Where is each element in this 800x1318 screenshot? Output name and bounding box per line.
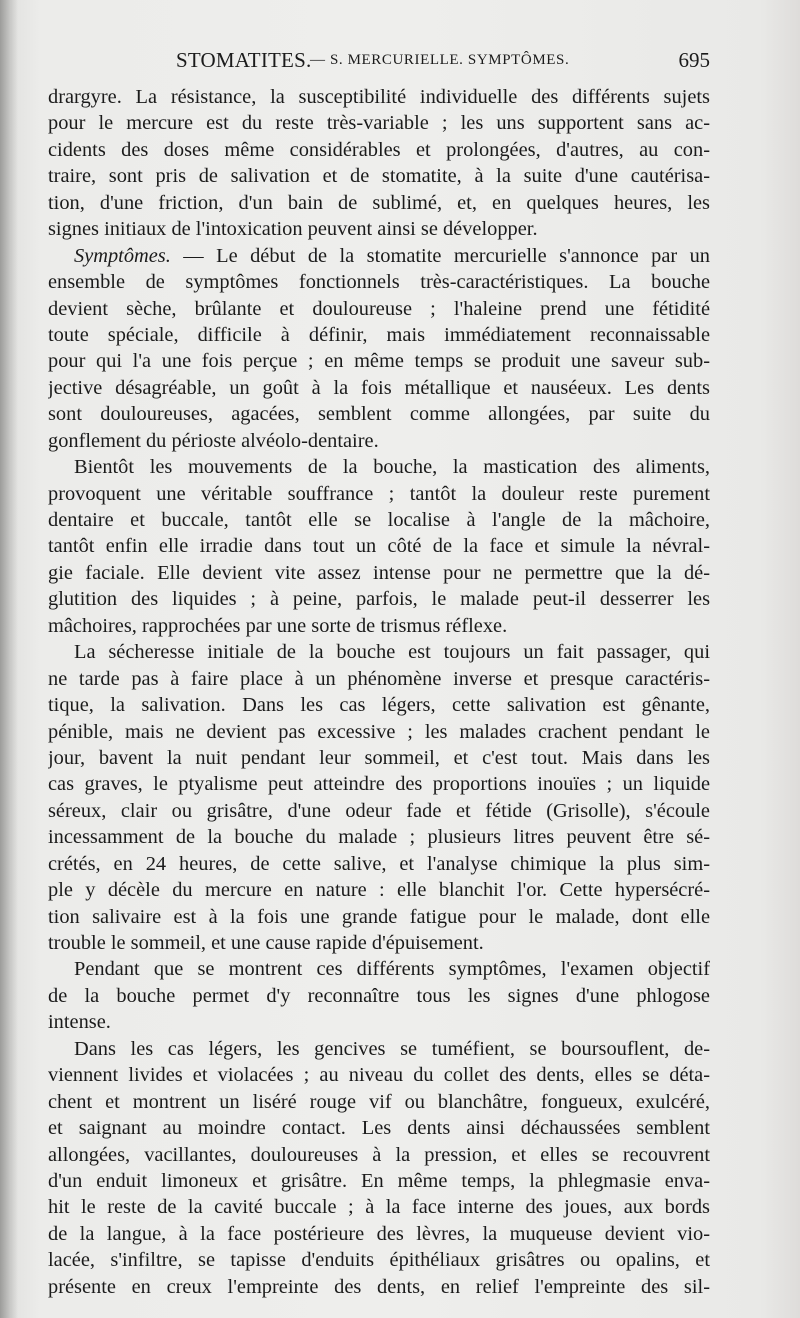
text-line: tion salivaire est à la fois une grande fatigue pour le malade, dont elle (48, 905, 710, 928)
text-line: ne tarde pas à faire place à un phénomène inverse et presque caractéris- (48, 667, 710, 690)
text-line: intense. (48, 1011, 111, 1034)
text-line: tique, la salivation. Dans les cas légers, cette salivation est gênante, (48, 694, 710, 717)
text-line: dentaire et buccale, tantôt elle se localise à l'angle de la mâchoire, (48, 509, 710, 531)
text-line: chent et montrent un liséré rouge vif ou blanchâtre, fongueux, exulcéré, (48, 1090, 710, 1113)
text-line: gonflement du périoste alvéolo-dentaire. (48, 429, 379, 452)
text-line: Dans les cas légers, les gencives se tuméfient, se boursouflent, de- (74, 1037, 710, 1060)
text-line: viennent livides et violacées ; au niveau du collet des dents, elles se déta- (48, 1064, 710, 1087)
paragraph (48, 243, 710, 455)
text-line: toute spéciale, difficile à définir, mais immédiatement reconnaissable (48, 323, 710, 346)
text-line: incessamment de la bouche du malade ; plusieurs litres peuvent être sé- (48, 826, 710, 849)
text-line: La sécheresse initiale de la bouche est toujours un fait passager, qui (74, 641, 710, 664)
text-line: devient sèche, brûlante et douloureuse ; l'haleine prend une fétidité (48, 297, 710, 320)
text-line: tion, d'une friction, d'un bain de sublimé, et, en quelques heures, les (48, 191, 710, 214)
text-line: mâchoires, rapprochées par une sorte de trismus réflexe. (48, 614, 508, 637)
text-line: lacée, s'infiltre, se tapisse d'enduits épithéliaux grisâtres ou opalins, et (48, 1249, 710, 1272)
paragraph (48, 84, 710, 243)
text-line: allongées, vacillantes, douloureuses à la pression, et elles se recouvrent (48, 1143, 710, 1166)
text-line: pour le mercure est du reste très-variable ; les uns supportent sans ac- (48, 112, 710, 135)
text-line: et saignant au moindre contact. Les dents ainsi déchaussées semblent (48, 1117, 710, 1140)
text-line: trouble le sommeil, et une cause rapide d'épuisement. (48, 932, 484, 954)
text-line: provoquent une véritable souffrance ; tantôt la douleur reste purement (48, 482, 710, 505)
binding-gutter (0, 0, 18, 1318)
text-line: cas graves, le ptyalisme peut atteindre des proportions inouïes ; un liquide (48, 773, 710, 796)
paragraph (48, 1036, 710, 1300)
text-line: glutition des liquides ; à peine, parfois, le malade peut-il desserrer les (48, 588, 710, 611)
running-title: STOMATITES. (176, 48, 312, 72)
body-text (48, 84, 710, 1300)
text-line: de la bouche permet d'y reconnaître tous les signes d'une phlogose (48, 984, 710, 1007)
text-line: séreux, clair ou grisâtre, d'une odeur fade et fétide (Grisolle), s'écoule (48, 799, 710, 822)
paragraph (48, 956, 710, 1035)
text-line: pour qui l'a une fois perçue ; en même temps se produit une saveur sub- (48, 350, 710, 373)
text-line: ensemble de symptômes fonctionnels très-caractéristiques. La bouche (48, 271, 710, 294)
text-line: Bientôt les mouvements de la bouche, la mastication des aliments, (74, 456, 710, 479)
text-line: traire, sont pris de salivation et de stomatite, à la suite d'une cautérisa- (48, 165, 710, 188)
text-line: crétés, en 24 heures, de cette salive, et l'analyse chimique la plus sim- (48, 852, 710, 875)
text-line: gie faciale. Elle devient vite assez intense pour ne permettre que la dé- (48, 561, 710, 584)
text-line: hit le reste de la cavité buccale ; à la face interne des joues, aux bords (48, 1196, 710, 1219)
running-header (48, 45, 710, 75)
text-line: présente en creux l'empreinte des dents, en relief l'empreinte des sil- (48, 1275, 710, 1298)
running-subtitle: — S. MERCURIELLE. SYMPTÔMES. (310, 52, 570, 68)
paragraph (48, 639, 710, 956)
text-line: Pendant que se montrent ces différents symptômes, l'examen objectif (74, 958, 710, 981)
text-span: — Le début de la stomatite mercurielle s'annonce par un (183, 244, 710, 267)
text-line: de la langue, à la face postérieure des lèvres, la muqueuse devient vio- (48, 1222, 710, 1245)
text-line: cidents des doses même considérables et prolongées, d'autres, au con- (48, 138, 710, 161)
section-lead: Symptômes. (74, 244, 171, 267)
text-line: ple y décèle du mercure en nature : elle blanchit l'or. Cette hypersécré- (48, 879, 710, 902)
text-line: signes initiaux de l'intoxication peuvent ainsi se développer. (48, 218, 538, 241)
text-line: jour, bavent la nuit pendant leur sommeil, et c'est tout. Mais dans les (48, 746, 710, 769)
text-line: sont douloureuses, agacées, semblent comme allongées, par suite du (48, 403, 710, 426)
text-line: d'un enduit limoneux et grisâtre. En même temps, la phlegmasie enva- (48, 1169, 710, 1192)
text-line: jective désagréable, un goût à la fois métallique et nauséeux. Les dents (48, 376, 710, 399)
text-line: pénible, mais ne devient pas excessive ; les malades crachent pendant le (48, 720, 710, 743)
text-line: drargyre. La résistance, la susceptibilité individuelle des différents sujets (48, 86, 710, 108)
page-number: 695 (678, 48, 710, 72)
text-line (48, 243, 710, 269)
text-line: tantôt enfin elle irradie dans tout un côté de la face et simule la névral- (48, 535, 710, 558)
paragraph (48, 454, 710, 639)
